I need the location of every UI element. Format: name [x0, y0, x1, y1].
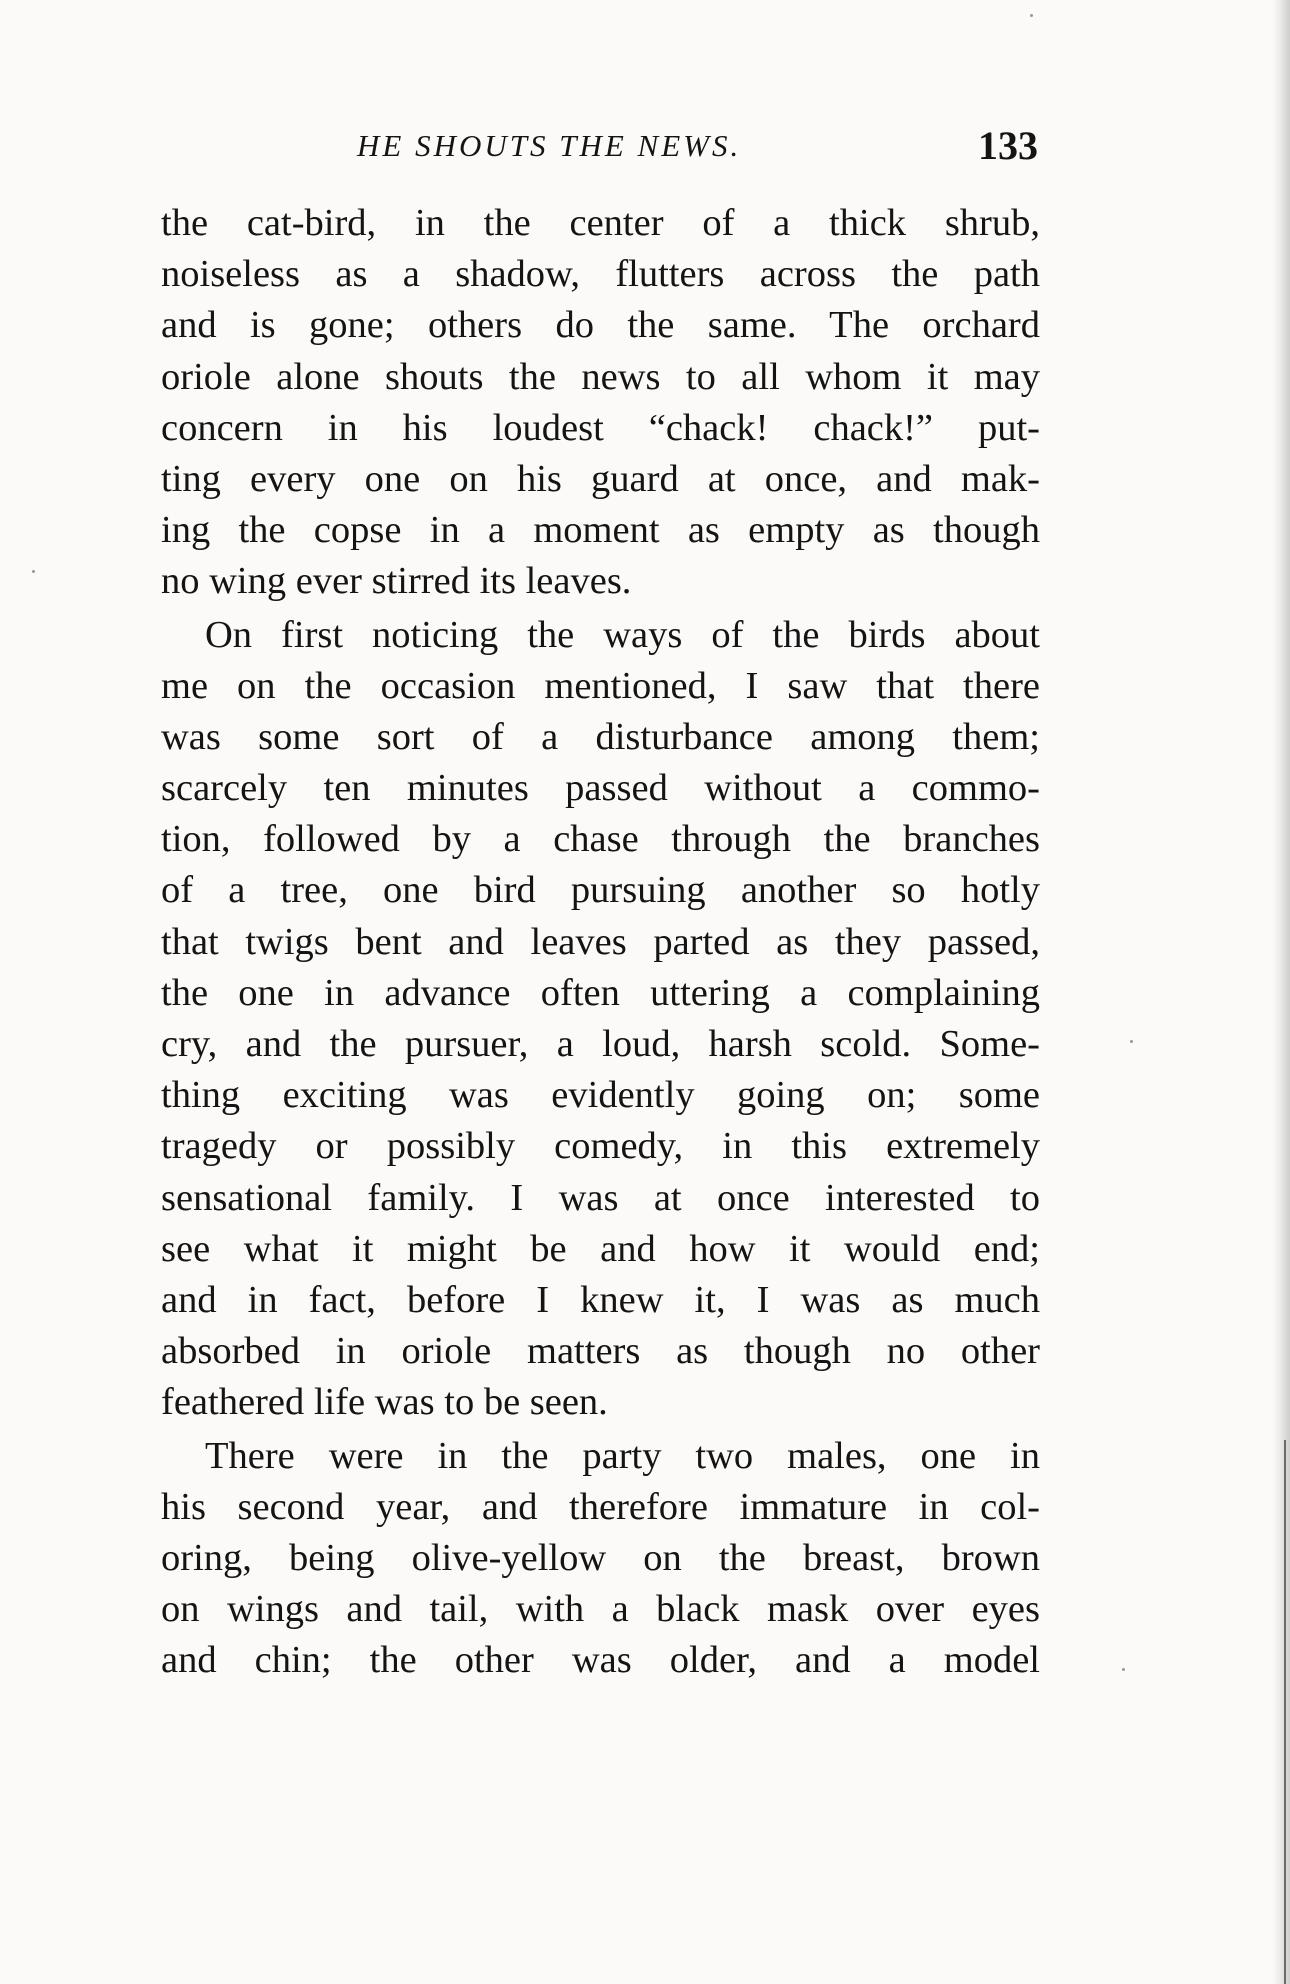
text-line: thing exciting was evidently going on; some: [161, 1074, 1040, 1117]
text-line: On first noticing the ways of the birds about: [205, 613, 1040, 656]
paragraph-1: [161, 198, 1040, 608]
text-line: and chin; the other was older, and a model: [161, 1639, 1040, 1682]
text-line: and in fact, before I knew it, I was as much: [161, 1278, 1040, 1321]
page-header: [160, 122, 1040, 178]
paragraph-3: [161, 1431, 1040, 1687]
page-edge-line: [1284, 1440, 1286, 1984]
text-line: absorbed in oriole matters as though no other: [161, 1330, 1040, 1373]
text-line: concern in his loudest “chack! chack!” put-: [161, 406, 1040, 449]
text-line: of a tree, one bird pursuing another so hotly: [161, 869, 1040, 912]
text-line: ting every one on his guard at once, and mak-: [161, 457, 1040, 500]
text-line: tion, followed by a chase through the branches: [161, 818, 1040, 861]
text-line: that twigs bent and leaves parted as they passed,: [161, 920, 1040, 963]
print-speck: [1122, 1668, 1125, 1671]
text-line: feathered life was to be seen.: [161, 1381, 608, 1424]
text-line: tragedy or possibly comedy, in this extremely: [161, 1125, 1040, 1168]
text-line: and is gone; others do the same. The orchard: [161, 304, 1040, 347]
running-title: HE SHOUTS THE NEWS.: [357, 128, 742, 163]
body-text: [161, 198, 1040, 1686]
text-line: scarcely ten minutes passed without a commo-: [161, 767, 1040, 810]
text-line: the one in advance often uttering a complaining: [161, 971, 1040, 1014]
text-line: was some sort of a disturbance among them;: [161, 715, 1040, 758]
text-line: no wing ever stirred its leaves.: [161, 560, 632, 603]
text-line: his second year, and therefore immature in col-: [161, 1485, 1040, 1528]
text-line: on wings and tail, with a black mask over eyes: [161, 1588, 1040, 1631]
page-number: 133: [978, 123, 1038, 168]
text-line: the cat-bird, in the center of a thick shrub,: [161, 202, 1040, 244]
text-line: oring, being olive-yellow on the breast, brown: [161, 1536, 1040, 1579]
text-line: cry, and the pursuer, a loud, harsh scold. Some-: [161, 1023, 1040, 1065]
text-line: There were in the party two males, one in: [205, 1434, 1040, 1477]
text-line: me on the occasion mentioned, I saw that there: [161, 664, 1040, 707]
paragraph-2: [161, 610, 1040, 1429]
text-line: ing the copse in a moment as empty as though: [161, 509, 1040, 552]
text-line: oriole alone shouts the news to all whom it may: [161, 355, 1040, 398]
page-edge-shadow: [1272, 0, 1290, 1984]
text-line: see what it might be and how it would end;: [161, 1227, 1040, 1270]
text-line: sensational family. I was at once interested to: [161, 1176, 1040, 1219]
print-speck: [32, 570, 35, 573]
print-speck: [1130, 1040, 1133, 1043]
print-speck: [1030, 14, 1033, 17]
text-line: noiseless as a shadow, flutters across the path: [161, 253, 1040, 296]
